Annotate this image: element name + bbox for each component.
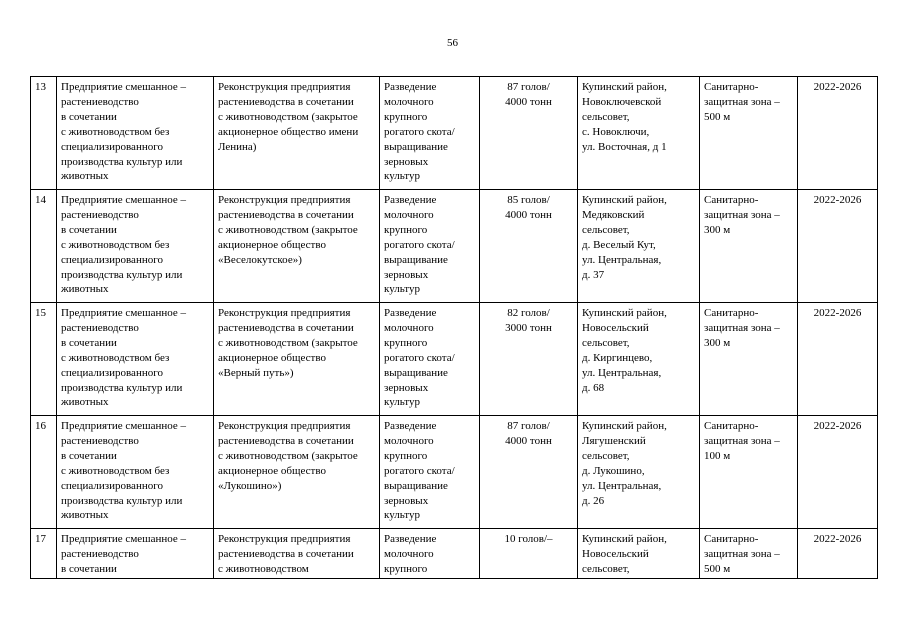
cell-line: растениеводства в сочетании <box>218 208 354 221</box>
cell-line: Разведение <box>384 420 437 432</box>
cell-line: зерновых <box>384 494 429 507</box>
cell-line: растениеводство <box>61 208 139 221</box>
cell-line: Санитарно- <box>704 194 759 206</box>
cell-line: производства культур или <box>61 381 183 394</box>
cell-line: Предприятие смешанное – <box>61 194 187 206</box>
cell-line: Санитарно- <box>704 81 759 93</box>
location-cell <box>578 303 700 416</box>
cell-line: 500 м <box>704 562 731 575</box>
table-row <box>31 190 878 303</box>
cell-line: растениеводства в сочетании <box>218 321 354 334</box>
cell-line: акционерное общество <box>218 351 326 364</box>
cell-line: Купинский район, <box>582 533 667 545</box>
cell-line: в сочетании <box>61 449 117 462</box>
cell-line: д. 37 <box>582 268 605 281</box>
cell-line: животных <box>61 170 109 183</box>
cell-line: Разведение <box>384 194 437 206</box>
cell-line: д. Лукошино, <box>582 464 645 477</box>
project-name-cell <box>214 190 380 303</box>
row-number-cell: 13 <box>31 77 57 190</box>
cell-line: молочного <box>384 434 434 447</box>
cell-line: растениеводства в сочетании <box>218 95 354 108</box>
cell-line: Медяковский <box>582 208 645 221</box>
cell-line: выращивание <box>384 140 448 153</box>
cell-line: с животноводством (закрытое <box>218 449 358 462</box>
cell-line: растениеводство <box>61 321 139 334</box>
cell-line: Новоключевской <box>582 95 662 108</box>
zone-cell <box>700 529 798 579</box>
cell-line: рогатого скота/ <box>384 238 455 251</box>
cell-line: сельсовет, <box>582 110 630 123</box>
cell-line: рогатого скота/ <box>384 125 455 138</box>
cell-line: Купинский район, <box>582 194 667 206</box>
object-type-cell <box>57 77 214 190</box>
cell-line: акционерное общество имени <box>218 125 359 138</box>
cell-line: ул. Центральная, <box>582 253 662 266</box>
cell-line: 4000 тонн <box>505 434 552 447</box>
capacity-cell <box>480 416 578 529</box>
cell-line: Предприятие смешанное – <box>61 81 187 93</box>
cell-line: в сочетании <box>61 223 117 236</box>
cell-line: д. 68 <box>582 381 605 394</box>
cell-line: молочного <box>384 321 434 334</box>
cell-line: д. Веселый Кут, <box>582 238 656 251</box>
cell-line: «Верный путь») <box>218 366 294 379</box>
object-type-cell <box>57 190 214 303</box>
cell-line: выращивание <box>384 479 448 492</box>
cell-line: зерновых <box>384 268 429 281</box>
project-name-cell <box>214 416 380 529</box>
cell-line: молочного <box>384 95 434 108</box>
cell-line: молочного <box>384 547 434 560</box>
cell-line: выращивание <box>384 366 448 379</box>
cell-line: в сочетании <box>61 336 117 349</box>
cell-line: 4000 тонн <box>505 95 552 108</box>
period-cell: 2022-2026 <box>798 77 878 190</box>
objects-table <box>30 76 878 579</box>
cell-line: культур <box>384 396 420 409</box>
capacity-cell <box>480 303 578 416</box>
cell-line: 85 голов/ <box>507 194 550 206</box>
cell-line: Реконструкция предприятия <box>218 420 351 432</box>
cell-line: растениеводство <box>61 434 139 447</box>
cell-line: сельсовет, <box>582 449 630 462</box>
cell-line: Разведение <box>384 307 437 319</box>
cell-line: молочного <box>384 208 434 221</box>
cell-line: зерновых <box>384 155 429 168</box>
cell-line: Санитарно- <box>704 420 759 432</box>
cell-line: производства культур или <box>61 155 183 168</box>
cell-line: Реконструкция предприятия <box>218 307 351 319</box>
cell-line: крупного <box>384 223 428 236</box>
cell-line: крупного <box>384 449 428 462</box>
cell-line: Купинский район, <box>582 420 667 432</box>
activity-cell <box>380 303 480 416</box>
cell-line: Предприятие смешанное – <box>61 307 187 319</box>
cell-line: акционерное общество <box>218 238 326 251</box>
cell-line: «Лукошино») <box>218 479 282 492</box>
cell-line: Купинский район, <box>582 81 667 93</box>
period-cell: 2022-2026 <box>798 529 878 579</box>
cell-line: Реконструкция предприятия <box>218 194 351 206</box>
cell-line: Лягушенский <box>582 434 646 447</box>
cell-line: с. Новоключи, <box>582 125 650 138</box>
cell-line: в сочетании <box>61 562 117 575</box>
cell-line: культур <box>384 283 420 296</box>
cell-line: Ленина) <box>218 140 257 153</box>
cell-line: ул. Центральная, <box>582 479 662 492</box>
capacity-cell <box>480 77 578 190</box>
row-number-cell: 16 <box>31 416 57 529</box>
cell-line: выращивание <box>384 253 448 266</box>
cell-line: защитная зона – <box>704 95 780 108</box>
location-cell <box>578 190 700 303</box>
cell-line: Санитарно- <box>704 307 759 319</box>
zone-cell <box>700 303 798 416</box>
object-type-cell <box>57 303 214 416</box>
cell-line: специализированного <box>61 140 163 153</box>
cell-line: 10 голов/– <box>504 533 553 545</box>
cell-line: растениеводство <box>61 547 139 560</box>
cell-line: с животноводством без <box>61 351 170 364</box>
cell-line: 300 м <box>704 223 731 236</box>
cell-line: д. Киргинцево, <box>582 351 653 364</box>
cell-line: Новосельский <box>582 321 649 334</box>
cell-line: защитная зона – <box>704 321 780 334</box>
cell-line: Новосельский <box>582 547 649 560</box>
cell-line: с животноводством <box>218 562 309 575</box>
cell-line: 82 голов/ <box>507 307 550 319</box>
period-cell: 2022-2026 <box>798 416 878 529</box>
row-number-cell: 14 <box>31 190 57 303</box>
cell-line: 87 голов/ <box>507 81 550 93</box>
zone-cell <box>700 416 798 529</box>
cell-line: животных <box>61 509 109 522</box>
table-row <box>31 416 878 529</box>
project-name-cell <box>214 303 380 416</box>
cell-line: Разведение <box>384 81 437 93</box>
cell-line: производства культур или <box>61 268 183 281</box>
cell-line: культур <box>384 170 420 183</box>
cell-line: «Веселокутское») <box>218 253 302 266</box>
activity-cell <box>380 416 480 529</box>
cell-line: крупного <box>384 336 428 349</box>
cell-line: с животноводством (закрытое <box>218 110 358 123</box>
cell-line: защитная зона – <box>704 208 780 221</box>
object-type-cell <box>57 416 214 529</box>
zone-cell <box>700 190 798 303</box>
cell-line: животных <box>61 396 109 409</box>
cell-line: с животноводством без <box>61 125 170 138</box>
cell-line: крупного <box>384 562 428 575</box>
row-number-cell: 15 <box>31 303 57 416</box>
cell-line: сельсовет, <box>582 223 630 236</box>
project-name-cell <box>214 77 380 190</box>
cell-line: рогатого скота/ <box>384 464 455 477</box>
cell-line: растениеводства в сочетании <box>218 434 354 447</box>
cell-line: Санитарно- <box>704 533 759 545</box>
row-number-cell: 17 <box>31 529 57 579</box>
cell-line: ул. Восточная, д 1 <box>582 140 667 153</box>
cell-line: производства культур или <box>61 494 183 507</box>
object-type-cell <box>57 529 214 579</box>
cell-line: с животноводством (закрытое <box>218 336 358 349</box>
cell-line: 300 м <box>704 336 731 349</box>
cell-line: защитная зона – <box>704 434 780 447</box>
cell-line: культур <box>384 509 420 522</box>
cell-line: Реконструкция предприятия <box>218 81 351 93</box>
cell-line: сельсовет, <box>582 336 630 349</box>
location-cell <box>578 416 700 529</box>
table-row <box>31 303 878 416</box>
cell-line: специализированного <box>61 253 163 266</box>
cell-line: акционерное общество <box>218 464 326 477</box>
cell-line: крупного <box>384 110 428 123</box>
zone-cell <box>700 77 798 190</box>
cell-line: с животноводством без <box>61 464 170 477</box>
cell-line: Купинский район, <box>582 307 667 319</box>
activity-cell <box>380 529 480 579</box>
cell-line: д. 26 <box>582 494 605 507</box>
cell-line: защитная зона – <box>704 547 780 560</box>
cell-line: 500 м <box>704 110 731 123</box>
cell-line: растениеводства в сочетании <box>218 547 354 560</box>
table-row <box>31 529 878 579</box>
cell-line: ул. Центральная, <box>582 366 662 379</box>
cell-line: с животноводством (закрытое <box>218 223 358 236</box>
table-row <box>31 77 878 190</box>
project-name-cell <box>214 529 380 579</box>
cell-line: 87 голов/ <box>507 420 550 432</box>
activity-cell <box>380 77 480 190</box>
cell-line: Предприятие смешанное – <box>61 420 187 432</box>
capacity-cell <box>480 190 578 303</box>
cell-line: с животноводством без <box>61 238 170 251</box>
cell-line: Реконструкция предприятия <box>218 533 351 545</box>
cell-line: 100 м <box>704 449 731 462</box>
period-cell: 2022-2026 <box>798 190 878 303</box>
cell-line: сельсовет, <box>582 562 630 575</box>
cell-line: Разведение <box>384 533 437 545</box>
activity-cell <box>380 190 480 303</box>
cell-line: специализированного <box>61 366 163 379</box>
page-number: 56 <box>447 37 458 49</box>
period-cell: 2022-2026 <box>798 303 878 416</box>
cell-line: животных <box>61 283 109 296</box>
cell-line: растениеводство <box>61 95 139 108</box>
cell-line: специализированного <box>61 479 163 492</box>
location-cell <box>578 529 700 579</box>
capacity-cell <box>480 529 578 579</box>
location-cell <box>578 77 700 190</box>
cell-line: 4000 тонн <box>505 208 552 221</box>
cell-line: 3000 тонн <box>505 321 552 334</box>
cell-line: зерновых <box>384 381 429 394</box>
cell-line: в сочетании <box>61 110 117 123</box>
cell-line: рогатого скота/ <box>384 351 455 364</box>
cell-line: Предприятие смешанное – <box>61 533 187 545</box>
